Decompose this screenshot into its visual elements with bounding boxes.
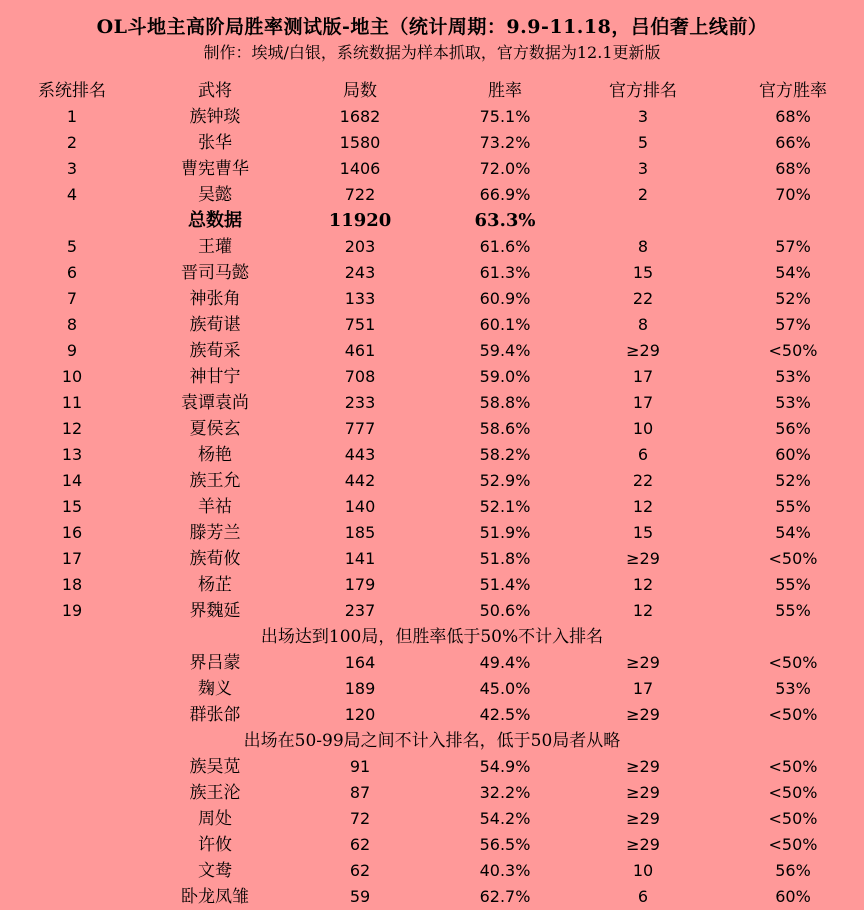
cell-games: 751 xyxy=(344,315,376,334)
cell-official-winrate: 55% xyxy=(775,497,811,516)
cell-official-rank: 5 xyxy=(637,133,649,152)
cell-winrate: 63.3% xyxy=(474,210,536,231)
cell-system-rank: 4 xyxy=(66,185,78,204)
cell-winrate: 54.2% xyxy=(479,809,531,828)
cell-official-rank: 8 xyxy=(637,315,649,334)
cell-system-rank: 17 xyxy=(61,549,83,568)
cell-general: 族王沦 xyxy=(189,783,241,803)
ranked-rows-section xyxy=(0,234,864,624)
header-general: 武将 xyxy=(198,81,232,101)
cell-general: 许攸 xyxy=(198,835,232,855)
total-row-section xyxy=(0,208,864,234)
cell-games: 777 xyxy=(344,419,376,438)
cell-general: 夏侯玄 xyxy=(189,419,241,439)
table-row xyxy=(0,182,864,208)
cell-official-winrate: <50% xyxy=(768,705,818,724)
cell-official-winrate: 60% xyxy=(775,445,811,464)
table-row xyxy=(0,598,864,624)
cell-official-rank: 3 xyxy=(637,159,649,178)
cell-system-rank: 1 xyxy=(66,107,78,126)
table-row xyxy=(0,650,864,676)
cell-official-rank: 17 xyxy=(632,679,654,698)
table-row xyxy=(0,858,864,884)
table-row xyxy=(0,494,864,520)
cell-winrate: 60.1% xyxy=(479,315,531,334)
cell-games: 442 xyxy=(344,471,376,490)
cell-official-winrate: 68% xyxy=(775,159,811,178)
cell-official-rank: 12 xyxy=(632,497,654,516)
cell-system-rank: 9 xyxy=(66,341,78,360)
header-winrate: 胜率 xyxy=(488,81,522,101)
cell-games: 1406 xyxy=(339,159,381,178)
cell-official-rank: 8 xyxy=(637,237,649,256)
cell-general: 界吕蒙 xyxy=(189,653,241,673)
cell-official-winrate: 56% xyxy=(775,861,811,880)
cell-winrate: 58.2% xyxy=(479,445,531,464)
cell-winrate: 72.0% xyxy=(479,159,531,178)
cell-official-winrate: 66% xyxy=(775,133,811,152)
cell-official-winrate: 52% xyxy=(775,289,811,308)
table-row xyxy=(0,260,864,286)
note-low-winrate: 出场达到100局，但胜率低于50%不计入排名 xyxy=(260,627,604,647)
cell-games: 133 xyxy=(344,289,376,308)
cell-general: 族荀攸 xyxy=(189,549,241,569)
cell-general: 族钟琰 xyxy=(189,107,241,127)
cell-general: 族荀谌 xyxy=(189,315,241,335)
cell-official-rank: 2 xyxy=(637,185,649,204)
cell-winrate: 50.6% xyxy=(479,601,531,620)
cell-general: 神张角 xyxy=(189,289,241,309)
cell-official-winrate: 54% xyxy=(775,263,811,282)
cell-official-rank: ≥29 xyxy=(626,705,660,724)
cell-winrate: 51.4% xyxy=(479,575,531,594)
table-row xyxy=(0,364,864,390)
cell-games: 141 xyxy=(344,549,376,568)
cell-system-rank: 10 xyxy=(61,367,83,386)
cell-winrate: 59.0% xyxy=(479,367,531,386)
table-row xyxy=(0,468,864,494)
cell-winrate: 51.9% xyxy=(479,523,531,542)
cell-general: 滕芳兰 xyxy=(189,523,241,543)
cell-general: 吴懿 xyxy=(198,185,232,205)
cell-official-rank: ≥29 xyxy=(626,783,660,802)
cell-official-winrate: <50% xyxy=(768,549,818,568)
cell-official-winrate: 68% xyxy=(775,107,811,126)
cell-official-rank: 10 xyxy=(632,861,654,880)
cell-general: 群张郃 xyxy=(189,705,241,725)
table-row xyxy=(0,754,864,780)
table-row xyxy=(0,156,864,182)
header-system-rank: 系统排名 xyxy=(38,81,106,101)
table-row xyxy=(0,104,864,130)
cell-official-winrate: 53% xyxy=(775,367,811,386)
cell-games: 62 xyxy=(349,835,371,854)
header-official-rank: 官方排名 xyxy=(609,81,677,101)
header-games: 局数 xyxy=(343,81,377,101)
cell-general: 文鸯 xyxy=(198,861,232,881)
cell-winrate: 66.9% xyxy=(479,185,531,204)
table-row xyxy=(0,520,864,546)
cell-system-rank: 7 xyxy=(66,289,78,308)
cell-games: 722 xyxy=(344,185,376,204)
cell-games: 243 xyxy=(344,263,376,282)
cell-system-rank: 19 xyxy=(61,601,83,620)
table-row xyxy=(0,676,864,702)
table-row xyxy=(0,416,864,442)
cell-official-winrate: 60% xyxy=(775,887,811,906)
cell-games: 237 xyxy=(344,601,376,620)
cell-general: 族王允 xyxy=(189,471,241,491)
cell-winrate: 40.3% xyxy=(479,861,531,880)
cell-games: 62 xyxy=(349,861,371,880)
header-official-winrate: 官方胜率 xyxy=(759,81,827,101)
cell-official-rank: ≥29 xyxy=(626,341,660,360)
table-row xyxy=(0,130,864,156)
cell-general: 晋司马懿 xyxy=(181,263,249,283)
cell-official-winrate: 57% xyxy=(775,315,811,334)
cell-games: 185 xyxy=(344,523,376,542)
top-rows-section xyxy=(0,104,864,208)
cell-games: 179 xyxy=(344,575,376,594)
table-row xyxy=(0,702,864,728)
cell-system-rank: 5 xyxy=(66,237,78,256)
cell-system-rank: 18 xyxy=(61,575,83,594)
table-row xyxy=(0,832,864,858)
cell-system-rank: 14 xyxy=(61,471,83,490)
cell-official-rank: 22 xyxy=(632,471,654,490)
cell-winrate: 54.9% xyxy=(479,757,531,776)
cell-winrate: 59.4% xyxy=(479,341,531,360)
cell-general: 族荀采 xyxy=(189,341,241,361)
cell-games: 443 xyxy=(344,445,376,464)
cell-official-rank: ≥29 xyxy=(626,549,660,568)
cell-official-rank: 15 xyxy=(632,263,654,282)
cell-official-winrate: 57% xyxy=(775,237,811,256)
cell-official-rank: 10 xyxy=(632,419,654,438)
cell-system-rank: 8 xyxy=(66,315,78,334)
cell-general: 周处 xyxy=(198,809,232,829)
cell-general: 杨艳 xyxy=(198,445,232,465)
cell-winrate: 58.6% xyxy=(479,419,531,438)
cell-games: 461 xyxy=(344,341,376,360)
cell-official-winrate: <50% xyxy=(768,341,818,360)
cell-winrate: 42.5% xyxy=(479,705,531,724)
table-row xyxy=(0,442,864,468)
cell-games: 72 xyxy=(349,809,371,828)
cell-official-winrate: 55% xyxy=(775,601,811,620)
cell-games: 11920 xyxy=(328,210,392,231)
cell-official-rank: ≥29 xyxy=(626,809,660,828)
cell-official-winrate: 53% xyxy=(775,679,811,698)
table-row xyxy=(0,286,864,312)
cell-general: 杨芷 xyxy=(198,575,232,595)
cell-system-rank: 15 xyxy=(61,497,83,516)
cell-games: 1580 xyxy=(339,133,381,152)
cell-games: 189 xyxy=(344,679,376,698)
cell-winrate: 75.1% xyxy=(479,107,531,126)
note-few-games: 出场在50-99局之间不计入排名，低于50局者从略 xyxy=(243,731,621,751)
cell-winrate: 73.2% xyxy=(479,133,531,152)
cell-winrate: 56.5% xyxy=(479,835,531,854)
cell-official-rank: 12 xyxy=(632,575,654,594)
cell-games: 59 xyxy=(349,887,371,906)
cell-games: 140 xyxy=(344,497,376,516)
total-row xyxy=(0,208,864,234)
table-row xyxy=(0,884,864,910)
cell-official-rank: 12 xyxy=(632,601,654,620)
cell-winrate: 51.8% xyxy=(479,549,531,568)
winrate-table xyxy=(0,78,864,910)
cell-general: 张华 xyxy=(198,133,232,153)
cell-system-rank: 6 xyxy=(66,263,78,282)
cell-official-winrate: <50% xyxy=(768,783,818,802)
cell-winrate: 52.1% xyxy=(479,497,531,516)
table-header-row xyxy=(0,78,864,104)
cell-official-rank: 15 xyxy=(632,523,654,542)
table-row xyxy=(0,390,864,416)
table-row xyxy=(0,234,864,260)
cell-games: 91 xyxy=(349,757,371,776)
table-row xyxy=(0,338,864,364)
cell-official-winrate: 56% xyxy=(775,419,811,438)
cell-general: 族吴苋 xyxy=(189,757,241,777)
cell-general: 卧龙凤雏 xyxy=(181,887,249,907)
cell-official-winrate: 55% xyxy=(775,575,811,594)
cell-official-rank: ≥29 xyxy=(626,653,660,672)
cell-general: 袁谭袁尚 xyxy=(181,393,249,413)
cell-winrate: 58.8% xyxy=(479,393,531,412)
cell-general: 神甘宁 xyxy=(189,367,241,387)
cell-games: 1682 xyxy=(339,107,381,126)
cell-winrate: 52.9% xyxy=(479,471,531,490)
cell-winrate: 32.2% xyxy=(479,783,531,802)
few-games-rows-section xyxy=(0,754,864,910)
cell-system-rank: 16 xyxy=(61,523,83,542)
cell-official-winrate: 70% xyxy=(775,185,811,204)
cell-games: 233 xyxy=(344,393,376,412)
cell-official-winrate: <50% xyxy=(768,809,818,828)
cell-system-rank: 2 xyxy=(66,133,78,152)
cell-official-rank: 17 xyxy=(632,393,654,412)
cell-general: 界魏延 xyxy=(189,601,241,621)
cell-general: 麹义 xyxy=(198,679,232,699)
cell-official-rank: 6 xyxy=(637,887,649,906)
cell-official-winrate: <50% xyxy=(768,757,818,776)
cell-games: 203 xyxy=(344,237,376,256)
cell-general: 羊祜 xyxy=(198,497,232,517)
cell-games: 120 xyxy=(344,705,376,724)
cell-official-winrate: <50% xyxy=(768,653,818,672)
cell-games: 164 xyxy=(344,653,376,672)
table-row xyxy=(0,572,864,598)
table-row xyxy=(0,546,864,572)
cell-official-rank: ≥29 xyxy=(626,757,660,776)
cell-winrate: 45.0% xyxy=(479,679,531,698)
table-row xyxy=(0,806,864,832)
cell-winrate: 62.7% xyxy=(479,887,531,906)
cell-official-winrate: <50% xyxy=(768,835,818,854)
cell-winrate: 60.9% xyxy=(479,289,531,308)
cell-general: 王瓘 xyxy=(198,237,232,257)
cell-official-winrate: 52% xyxy=(775,471,811,490)
cell-system-rank: 13 xyxy=(61,445,83,464)
cell-games: 87 xyxy=(349,783,371,802)
cell-winrate: 49.4% xyxy=(479,653,531,672)
page-subtitle: 制作：埃城/白银，系统数据为样本抓取，官方数据为12.1更新版 xyxy=(203,43,661,62)
cell-general: 曹宪曹华 xyxy=(181,159,249,179)
cell-winrate: 61.6% xyxy=(479,237,531,256)
page-title: OL斗地主高阶局胜率测试版-地主（统计周期：9.9-11.18，吕伯奢上线前） xyxy=(96,16,768,38)
table-row xyxy=(0,780,864,806)
cell-system-rank: 11 xyxy=(61,393,83,412)
cell-general: 总数据 xyxy=(188,210,242,231)
cell-official-rank: 22 xyxy=(632,289,654,308)
cell-official-rank: ≥29 xyxy=(626,835,660,854)
cell-official-winrate: 53% xyxy=(775,393,811,412)
cell-official-rank: 3 xyxy=(637,107,649,126)
cell-system-rank: 3 xyxy=(66,159,78,178)
low-winrate-rows-section xyxy=(0,650,864,728)
cell-games: 708 xyxy=(344,367,376,386)
cell-winrate: 61.3% xyxy=(479,263,531,282)
cell-system-rank: 12 xyxy=(61,419,83,438)
cell-official-winrate: 54% xyxy=(775,523,811,542)
cell-official-rank: 17 xyxy=(632,367,654,386)
cell-official-rank: 6 xyxy=(637,445,649,464)
table-row xyxy=(0,312,864,338)
